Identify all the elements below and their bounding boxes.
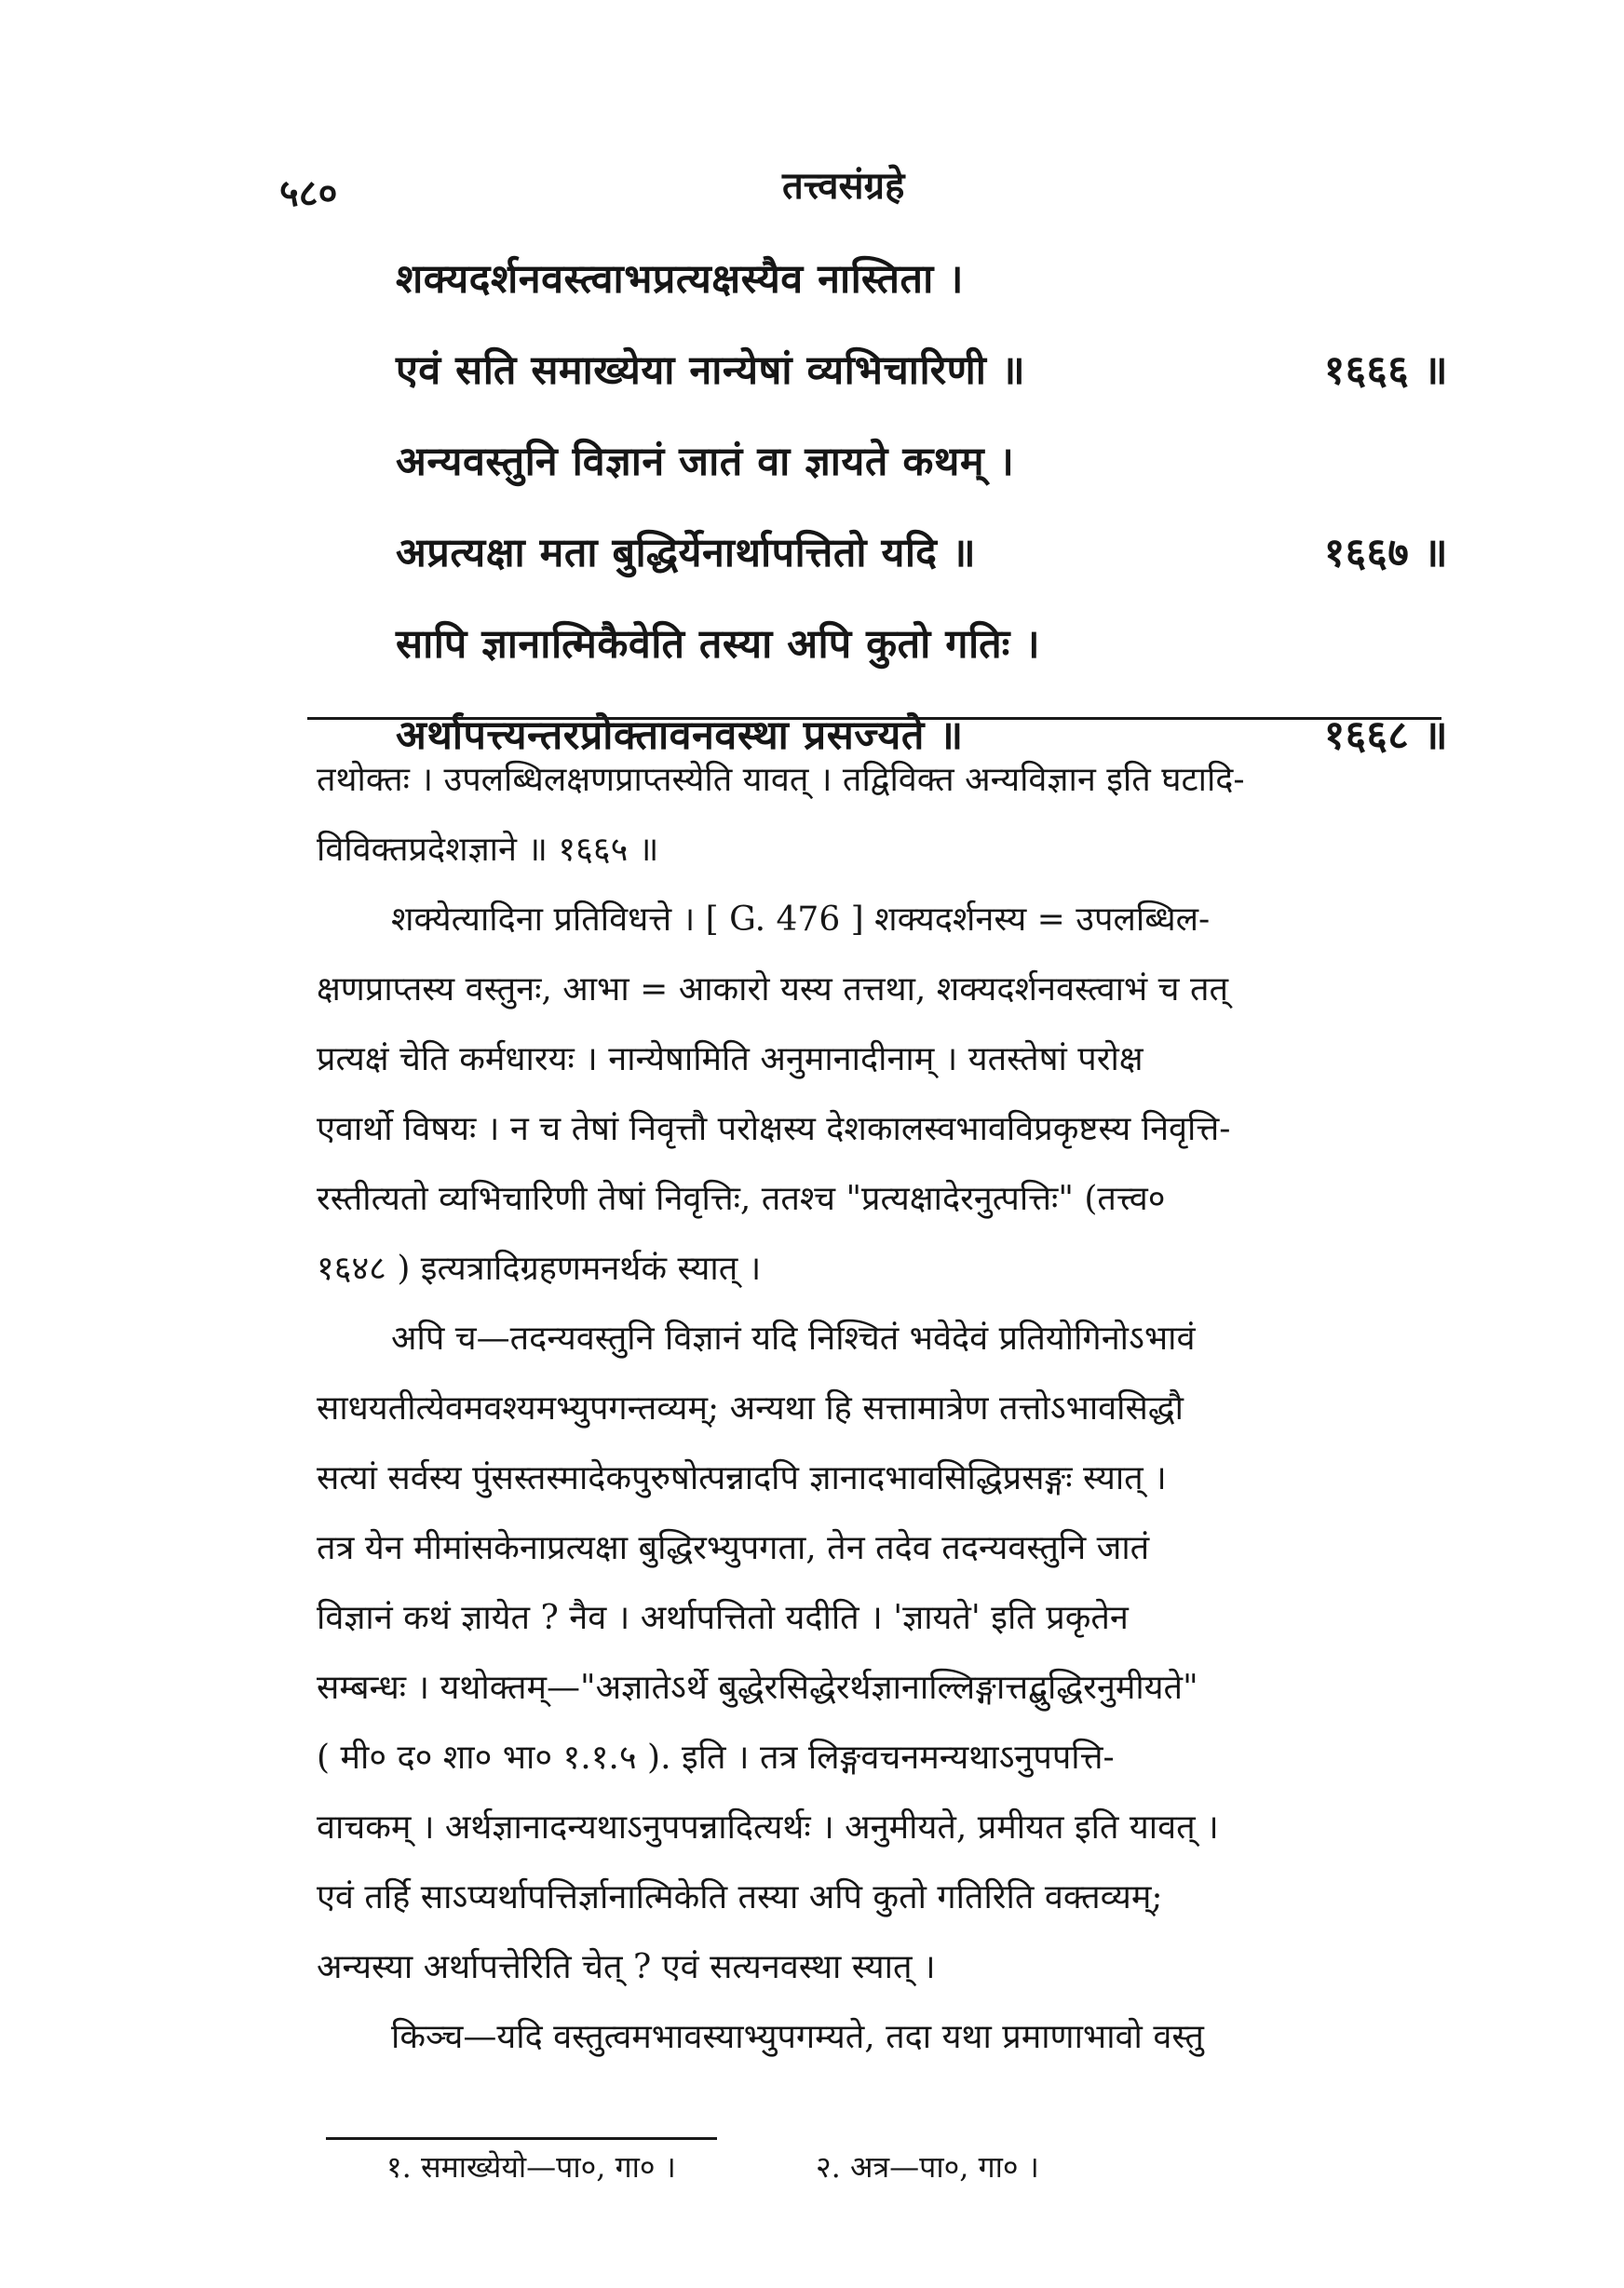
verse-number: १६६७ ॥: [1323, 530, 1448, 576]
verse-number: १६६८ ॥: [1323, 712, 1448, 759]
commentary-block: [317, 745, 1490, 2072]
verse-line: [396, 341, 1448, 432]
verse-text: एवं सति समाख्येया नान्येषां व्यभिचारिणी ॥: [396, 347, 1026, 394]
verse-number: १६६६ ॥: [1323, 347, 1448, 394]
commentary-line: क्षणप्राप्तस्य वस्तुनः, आभा = आकारो यस्य तत्तथा, शक्यदर्शनवस्त्वाभं च तत्: [317, 970, 1229, 1009]
verse-text: अर्थापत्त्यन्तरप्रोक्तावनवस्था प्रसज्यते ॥: [396, 712, 964, 759]
commentary-line: शक्येत्यादिना प्रतिविधत्ते । [ G. 476 ] शक्यदर्शनस्य = उपलब्धिल-: [391, 900, 1211, 939]
verse-line: [396, 250, 1448, 341]
commentary-line: १६४८ ) इत्यत्रादिग्रहणमनर्थकं स्यात् ।: [317, 1250, 762, 1288]
verse-block: [396, 250, 1448, 797]
footnote: २. अत्र—पा०, गा० ।: [816, 2149, 1039, 2185]
commentary-line: तथोक्तः । उपलब्धिलक्षणप्राप्तस्येति यावत् । तद्विविक्त अन्यविज्ञान इति घटादि-: [317, 761, 1245, 799]
verse-line: [396, 615, 1448, 706]
commentary-line: एवार्थो विषयः । न च तेषां निवृत्तौ परोक्षस्य देशकालस्वभावविप्रकृष्टस्य निवृत्ति-: [317, 1110, 1231, 1148]
verse-line: [396, 523, 1448, 615]
verse-divider: [307, 717, 1441, 720]
verse-text: सापि ज्ञानात्मिकैवेति तस्या अपि कुतो गतिः ।: [396, 621, 1041, 668]
page-number: ५८०: [279, 171, 338, 215]
running-head: तत्त्वसंग्रहे: [782, 164, 905, 208]
commentary-line: सत्यां सर्वस्य पुंसस्तस्मादेकपुरुषोत्पन्नादपि ज्ञानादभावसिद्धिप्रसङ्गः स्यात् ।: [317, 1459, 1167, 1497]
commentary-line: अपि च—तदन्यवस्तुनि विज्ञानं यदि निश्चितं भवेदेवं प्रतियोगिनोऽभावं: [391, 1320, 1196, 1358]
verse-text: अन्यवस्तुनि विज्ञानं जातं वा ज्ञायते कथम् ।: [396, 439, 1015, 485]
commentary-line: प्रत्यक्षं चेति कर्मधारयः । नान्येषामिति अनुमानादीनाम् । यतस्तेषां परोक्ष: [317, 1040, 1144, 1078]
verse-text: अप्रत्यक्षा मता बुद्धिर्येनार्थापत्तितो यदि ॥: [396, 530, 977, 576]
verse-line: [396, 432, 1448, 523]
commentary-line: एवं तर्हि साऽप्यर्थापत्तिर्ज्ञानात्मिकेति तस्या अपि कुतो गतिरिति वक्तव्यम्;: [317, 1878, 1163, 1916]
commentary-line: किञ्च—यदि वस्तुत्वमभावस्याभ्युपगम्यते, तदा यथा प्रमाणाभावो वस्तु: [391, 2018, 1204, 2056]
footnote: १. समाख्येयो—पा०, गा० ।: [386, 2149, 676, 2185]
commentary-line: साधयतीत्येवमवश्यमभ्युपगन्तव्यम्; अन्यथा हि सत्तामात्रेण तत्तोऽभावसिद्धौ: [317, 1389, 1184, 1428]
verse-text: शक्यदर्शनवस्त्वाभप्रत्यक्षस्यैव नास्तिता ।: [396, 256, 964, 303]
commentary-line: विविक्तप्रदेशज्ञाने ॥ १६६५ ॥: [317, 831, 659, 869]
footnotes: [386, 2146, 1170, 2186]
commentary-line: सम्बन्धः । यथोक्तम्—"अज्ञातेऽर्थे बुद्धेरसिद्धेरर्थज्ञानाल्लिङ्गात्तद्बुद्धिरनुमीयते": [317, 1669, 1198, 1707]
commentary-line: विज्ञानं कथं ज्ञायेत ? नैव । अर्थापत्तितो यदीति । 'ज्ञायते' इति प्रकृतेन: [317, 1599, 1129, 1637]
footnote-divider: [326, 2137, 717, 2140]
commentary-line: वाचकम् । अर्थज्ञानादन्यथाऽनुपपन्नादित्यर्थः । अनुमीयते, प्रमीयत इति यावत् ।: [317, 1808, 1219, 1847]
commentary-line: अन्यस्या अर्थापत्तेरिति चेत् ? एवं सत्यनवस्था स्यात् ।: [317, 1948, 936, 1986]
commentary-line: तत्र येन मीमांसकेनाप्रत्यक्षा बुद्धिरभ्युपगता, तेन तदेव तदन्यवस्तुनि जातं: [317, 1529, 1150, 1567]
commentary-line: रस्तीत्यतो व्यभिचारिणी तेषां निवृत्तिः, ततश्च "प्रत्यक्षादेरनुत्पत्तिः" (तत्त्व०: [317, 1180, 1166, 1218]
commentary-line: ( मी० द० शा० भा० १.१.५ ). इति । तत्र लिङ्गवचनमन्यथाऽनुपपत्ति-: [317, 1739, 1115, 1777]
